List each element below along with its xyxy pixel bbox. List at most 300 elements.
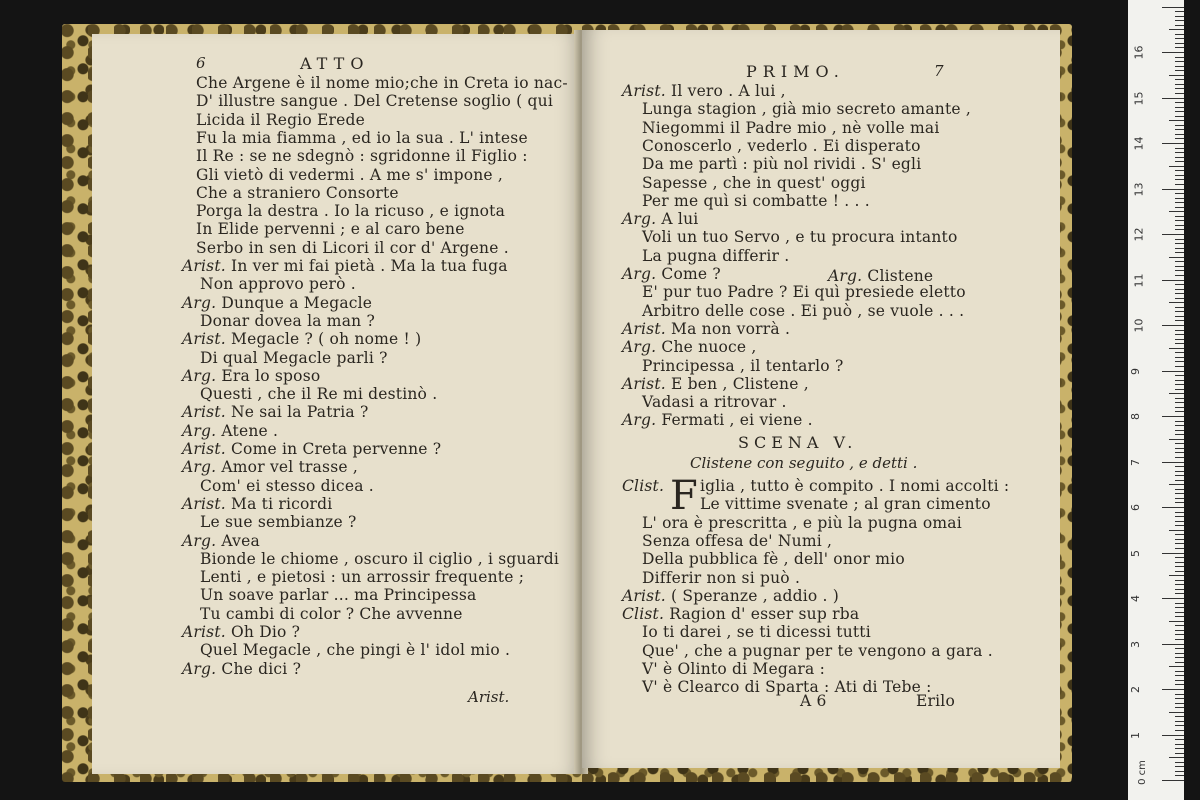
text-line: [182, 623, 300, 641]
catchword-left: Arist.: [468, 688, 510, 706]
ruler-tick: [1175, 480, 1184, 481]
ruler-tick: [1175, 603, 1184, 604]
text-line: [182, 495, 332, 513]
text-line: [196, 184, 399, 202]
speaker-label: Arist.: [182, 623, 231, 641]
text-line: [622, 265, 721, 283]
measurement-ruler: [1128, 0, 1184, 800]
page-number-right: 7: [934, 62, 944, 80]
ruler-tick: [1175, 148, 1184, 149]
ruler-tick: [1175, 516, 1184, 517]
catchword-right: Erilo: [916, 692, 955, 710]
ruler-tick: [1175, 725, 1184, 726]
ruler-tick: [1175, 521, 1184, 522]
ruler-tick: [1175, 61, 1184, 62]
text-line: [182, 532, 260, 550]
ruler-tick: [1175, 525, 1184, 526]
ruler-tick: [1175, 630, 1184, 631]
text-line: [642, 569, 800, 587]
ruler-tick: [1175, 639, 1184, 640]
ruler-tick: [1175, 571, 1184, 572]
ruler-tick: [1175, 225, 1184, 226]
line-text: Come in Creta pervenne ?: [231, 440, 442, 458]
ruler-tick: [1175, 489, 1184, 490]
text-line: [182, 458, 358, 476]
line-text: Sapesse , che in quest' oggi: [642, 173, 866, 192]
ruler-tick: [1175, 593, 1184, 594]
line-text: Senza offesa de' Numi ,: [642, 531, 833, 550]
page-number-left: 6: [196, 54, 206, 72]
ruler-tick: [1175, 339, 1184, 340]
ruler-tick: [1162, 234, 1184, 235]
ruler-tick: [1175, 161, 1184, 162]
text-line: [642, 302, 964, 320]
ruler-tick: [1175, 84, 1184, 85]
line-text: Com' ei stesso dicea .: [200, 476, 374, 495]
line-text: Vadasi a ritrovar .: [642, 393, 787, 412]
ruler-tick: [1175, 380, 1184, 381]
ruler-number: 4: [1129, 595, 1142, 602]
speaker-label: Arist.: [622, 586, 671, 605]
ruler-number: 5: [1129, 549, 1142, 557]
ruler-tick: [1175, 707, 1184, 708]
signature-mark: A 6: [800, 692, 827, 710]
ruler-tick: [1175, 266, 1184, 267]
text-line: [622, 320, 790, 338]
ruler-tick: [1175, 625, 1184, 626]
ruler-tick: [1175, 138, 1184, 139]
ruler-tick: [1175, 270, 1184, 271]
speaker-label: Arist.: [622, 82, 671, 100]
line-text: ( Speranze , addio . ): [671, 586, 840, 605]
line-text: Da me partì : più nol rividi . S' egli: [642, 155, 922, 174]
text-line: [196, 220, 465, 238]
ruler-tick: [1175, 184, 1184, 185]
text-line: [196, 111, 365, 129]
ruler-tick: [1162, 598, 1184, 599]
text-line: [182, 440, 441, 458]
ruler-tick: [1175, 744, 1184, 745]
line-text: Questi , che il Re mi destinò .: [200, 385, 438, 404]
ruler-tick: [1175, 375, 1184, 376]
ruler-tick: [1175, 580, 1184, 581]
ruler-tick: [1169, 120, 1184, 121]
ruler-tick: [1175, 243, 1184, 244]
ruler-tick: [1169, 75, 1184, 76]
ruler-tick: [1175, 220, 1184, 221]
line-text: Che dici ?: [221, 659, 302, 678]
ruler-tick: [1169, 575, 1184, 576]
ruler-tick: [1175, 384, 1184, 385]
ruler-number: 11: [1132, 273, 1146, 287]
ruler-tick: [1175, 471, 1184, 472]
ruler-tick: [1175, 293, 1184, 294]
ruler-tick: [1175, 671, 1184, 672]
ruler-tick: [1175, 207, 1184, 208]
line-text: Ma ti ricordi: [231, 494, 333, 513]
text-line: [200, 275, 356, 293]
ruler-tick: [1175, 402, 1184, 403]
ruler-tick: [1175, 261, 1184, 262]
ruler-tick: [1175, 152, 1184, 153]
ruler-tick: [1169, 211, 1184, 212]
ruler-tick: [1175, 443, 1184, 444]
text-line: [200, 477, 374, 495]
ruler-tick: [1175, 434, 1184, 435]
ruler-tick: [1175, 70, 1184, 71]
text-line: [642, 357, 843, 375]
text-line: iglia , tutto è compito . I nomi accolti :: [700, 477, 1010, 495]
text-line: [200, 568, 524, 586]
text-line: [642, 283, 966, 301]
line-text: Il Re : se ne sdegnò : sgridonne il Figlio :: [196, 147, 528, 166]
ruler-tick: [1162, 735, 1184, 736]
ruler-tick: [1175, 129, 1184, 130]
ruler-tick: [1175, 57, 1184, 58]
line-text: Un soave parlar ... ma Principessa: [200, 586, 477, 605]
ruler-tick: [1175, 411, 1184, 412]
text-line: [182, 257, 508, 275]
ruler-tick: [1175, 38, 1184, 39]
right-page: [582, 30, 1060, 768]
text-line: [642, 228, 957, 246]
text-line: [622, 210, 698, 228]
line-text: Io ti darei , se ti dicessi tutti: [642, 623, 871, 642]
ruler-tick: [1175, 562, 1184, 563]
ruler-tick: [1175, 25, 1184, 26]
drop-cap: F: [670, 473, 698, 519]
ruler-tick: [1175, 430, 1184, 431]
ruler-tick: [1162, 780, 1184, 781]
running-head-left: ATTO: [300, 54, 370, 73]
ruler-tick: [1175, 557, 1184, 558]
text-line: [642, 678, 932, 696]
line-text: V' è Clearco di Sparta : Ati di Tebe :: [642, 678, 932, 697]
line-text: Oh Dio ?: [231, 623, 301, 641]
ruler-tick: [1162, 52, 1184, 53]
ruler-tick: [1175, 239, 1184, 240]
ruler-tick: [1175, 475, 1184, 476]
ruler-tick: [1175, 657, 1184, 658]
ruler-tick: [1175, 229, 1184, 230]
line-text: Ne sai la Patria ?: [231, 403, 369, 422]
line-text: Fu la mia fiamma , ed io la sua . L' intese: [196, 128, 528, 147]
ruler-tick: [1169, 393, 1184, 394]
line-text: Ma non vorrà .: [671, 319, 791, 338]
ruler-tick: [1175, 648, 1184, 649]
speaker-label: Arg.: [182, 421, 222, 440]
line-text: D' illustre sangue . Del Cretense soglio ( qui: [196, 92, 553, 111]
line-text: Clistene: [867, 267, 934, 285]
ruler-number: 6: [1129, 504, 1142, 511]
text-line: [642, 174, 866, 192]
ruler-tick: [1175, 275, 1184, 276]
ruler-tick: [1169, 257, 1184, 258]
ruler-tick: [1175, 170, 1184, 171]
ruler-tick: [1175, 748, 1184, 749]
ruler-tick: [1169, 757, 1184, 758]
text-line: [200, 641, 510, 659]
ruler-tick: [1175, 88, 1184, 89]
ruler-tick: [1175, 352, 1184, 353]
ruler-tick: [1175, 771, 1184, 772]
ruler-tick: [1175, 589, 1184, 590]
ruler-tick: [1162, 98, 1184, 99]
line-text: Come ?: [661, 265, 721, 283]
left-page: [92, 34, 582, 774]
text-line: [642, 623, 871, 641]
ruler-tick: [1169, 484, 1184, 485]
speaker-label: Arg.: [182, 659, 222, 678]
line-text: Lenti , e pietosi : un arrossir frequente ;: [200, 568, 525, 587]
ruler-tick: [1162, 689, 1184, 690]
ruler-tick: [1169, 530, 1184, 531]
ruler-number: 13: [1132, 182, 1146, 196]
line-text: Donar dovea la man ?: [200, 311, 375, 330]
text-line: [642, 137, 921, 155]
ruler-tick: [1175, 493, 1184, 494]
ruler-tick: [1175, 389, 1184, 390]
text-line: [200, 385, 437, 403]
ruler-tick: [1162, 325, 1184, 326]
ruler-tick: [1175, 498, 1184, 499]
line-text: E' pur tuo Padre ? Ei quì presiede eletto: [642, 283, 966, 302]
ruler-tick: [1162, 371, 1184, 372]
line-text: Per me quì si combatte ! . . .: [642, 191, 870, 210]
line-text: Voli un tuo Servo , e tu procura intanto: [642, 228, 958, 247]
ruler-tick: [1175, 66, 1184, 67]
speaker-label: Arg.: [182, 366, 222, 385]
ruler-tick: [1175, 566, 1184, 567]
ruler-tick: [1175, 316, 1184, 317]
line-text: Differir non si può .: [642, 568, 801, 587]
ruler-tick: [1175, 753, 1184, 754]
speaker-label: Arg.: [622, 338, 662, 357]
ruler-number: 14: [1132, 136, 1146, 151]
inline-reply: [828, 267, 933, 285]
ruler-tick: [1175, 334, 1184, 335]
ruler-tick: [1175, 766, 1184, 767]
ruler-number: 7: [1129, 458, 1142, 466]
ruler-tick: [1162, 416, 1184, 417]
ruler-tick: [1175, 111, 1184, 112]
text-line: [196, 147, 528, 165]
speaker-label: Arist.: [182, 257, 231, 275]
ruler-tick: [1175, 534, 1184, 535]
line-text: Avea: [221, 531, 260, 550]
ruler-tick: [1175, 93, 1184, 94]
ruler-tick: [1175, 79, 1184, 80]
ruler-tick: [1175, 584, 1184, 585]
text-line: [622, 587, 839, 605]
ruler-tick: [1175, 175, 1184, 176]
ruler-tick: [1162, 553, 1184, 554]
line-text: L' ora è prescritta , e più la pugna omai: [642, 513, 962, 532]
text-line: [622, 477, 664, 495]
ruler-number: 12: [1132, 227, 1146, 242]
ruler-tick: [1175, 34, 1184, 35]
ruler-tick: [1175, 612, 1184, 613]
line-text: Di qual Megacle parli ?: [200, 348, 388, 367]
text-line: [196, 74, 568, 92]
speaker-label: Arg.: [182, 531, 222, 550]
ruler-tick: [1169, 166, 1184, 167]
ruler-tick: [1175, 512, 1184, 513]
speaker-label: Arist.: [182, 403, 231, 422]
line-text: Della pubblica fè , dell' onor mio: [642, 550, 905, 569]
ruler-tick: [1175, 20, 1184, 21]
text-line: [642, 119, 940, 137]
line-text: Che a straniero Consorte: [196, 183, 399, 202]
ruler-number: 2: [1129, 686, 1142, 693]
line-text: Gli vietò di vedermi . A me s' impone ,: [196, 165, 504, 184]
line-text: Tu cambi di color ? Che avvenne: [200, 604, 463, 623]
text-line: [622, 411, 813, 429]
text-line: [200, 312, 375, 330]
line-text: Fermati , ei viene .: [661, 411, 813, 430]
speaker-label: Arg.: [828, 267, 863, 285]
ruler-tick: [1175, 107, 1184, 108]
text-line: [182, 330, 421, 348]
line-text: Porga la destra . Io la ricuso , e ignota: [196, 202, 506, 221]
ruler-tick: [1175, 653, 1184, 654]
ruler-tick: [1169, 666, 1184, 667]
text-line: [200, 550, 559, 568]
line-text: Non approvo però .: [200, 275, 356, 294]
ruler-tick: [1175, 616, 1184, 617]
text-line: [642, 247, 789, 265]
ruler-tick: [1169, 302, 1184, 303]
line-text: La pugna differir .: [642, 246, 790, 265]
ruler-tick: [1175, 320, 1184, 321]
speaker-label: Arg.: [182, 458, 222, 477]
line-text: Lunga stagion , già mio secreto amante ,: [642, 100, 972, 119]
line-text: Quel Megacle , che pingi è l' idol mio .: [200, 641, 511, 660]
ruler-tick: [1175, 421, 1184, 422]
ruler-tick: [1175, 193, 1184, 194]
line-text: Atene .: [221, 421, 279, 440]
ruler-tick: [1175, 298, 1184, 299]
ruler-tick: [1175, 675, 1184, 676]
ruler-tick: [1175, 694, 1184, 695]
line-text: A lui: [661, 210, 699, 229]
ruler-tick: [1175, 307, 1184, 308]
ruler-tick: [1169, 348, 1184, 349]
text-line: [182, 294, 372, 312]
ruler-tick: [1162, 507, 1184, 508]
ruler-tick: [1175, 16, 1184, 17]
ruler-tick: [1175, 43, 1184, 44]
text-line: [196, 129, 528, 147]
line-text: Che Argene è il nome mio;che in Creta io nac-: [196, 74, 568, 92]
ruler-tick: [1175, 607, 1184, 608]
ruler-tick: [1175, 716, 1184, 717]
ruler-tick: [1175, 216, 1184, 217]
ruler-tick: [1175, 680, 1184, 681]
text-line: [182, 367, 320, 385]
line-text: Serbo in sen di Licori il cor d' Argene .: [196, 238, 509, 257]
text-line: [200, 605, 463, 623]
ruler-tick: [1175, 330, 1184, 331]
text-line: Le vittime svenate ; al gran cimento: [700, 495, 991, 514]
ruler-tick: [1175, 202, 1184, 203]
ruler-number: 10: [1132, 318, 1146, 333]
line-text: In Elide pervenni ; e al caro bene: [196, 220, 465, 239]
ruler-tick: [1175, 762, 1184, 763]
ruler-unit-label: 0 cm: [1136, 760, 1148, 785]
running-head-right: PRIMO.: [746, 62, 845, 81]
ruler-tick: [1162, 280, 1184, 281]
ruler-tick: [1175, 703, 1184, 704]
text-line: [642, 514, 962, 532]
ruler-tick: [1175, 116, 1184, 117]
speaker-label: Arist.: [182, 494, 231, 513]
text-line: [182, 422, 278, 440]
ruler-number: 16: [1132, 45, 1146, 60]
ruler-tick: [1169, 439, 1184, 440]
ruler-tick: [1175, 157, 1184, 158]
ruler-tick: [1175, 539, 1184, 540]
line-text: Que' , che a pugnar per te vengono a gara .: [642, 641, 993, 660]
line-text: Principessa , il tentarlo ?: [642, 356, 844, 375]
text-line: [622, 605, 859, 623]
speaker-label: Arist.: [182, 330, 231, 349]
ruler-tick: [1175, 543, 1184, 544]
ruler-tick: [1169, 29, 1184, 30]
ruler-tick: [1162, 644, 1184, 645]
text-line: [200, 349, 388, 367]
line-text: Megacle ? ( oh nome ! ): [231, 330, 422, 349]
ruler-tick: [1162, 189, 1184, 190]
text-line: [642, 155, 921, 173]
ruler-tick: [1175, 466, 1184, 467]
ruler-tick: [1175, 425, 1184, 426]
text-line: [200, 586, 477, 604]
ruler-tick: [1175, 311, 1184, 312]
line-text: Le sue sembianze ?: [200, 513, 357, 532]
ruler-tick: [1175, 684, 1184, 685]
ruler-tick: [1175, 730, 1184, 731]
text-line: [196, 166, 503, 184]
ruler-tick: [1175, 125, 1184, 126]
ruler-tick: [1175, 739, 1184, 740]
stage-direction: Clistene con seguito , e detti .: [690, 454, 918, 472]
line-text: Niegommi il Padre mio , nè volle mai: [642, 118, 940, 137]
ruler-tick: [1175, 366, 1184, 367]
line-text: Ragion d' esser sup rba: [669, 605, 860, 624]
ruler-tick: [1175, 448, 1184, 449]
text-line: [622, 338, 757, 356]
line-text: E ben , Clistene ,: [671, 374, 809, 393]
ruler-tick: [1175, 198, 1184, 199]
ruler-tick: [1175, 548, 1184, 549]
text-line: [196, 202, 505, 220]
ruler-tick: [1175, 11, 1184, 12]
speaker-label: Arist.: [182, 440, 231, 458]
ruler-tick: [1175, 502, 1184, 503]
speaker-label: Arg.: [622, 411, 662, 430]
text-line: [642, 192, 870, 210]
ruler-tick: [1175, 47, 1184, 48]
ruler-tick: [1162, 462, 1184, 463]
ruler-tick: [1175, 662, 1184, 663]
text-line: [196, 92, 553, 110]
speaker-label: Arist.: [622, 319, 671, 338]
ruler-tick: [1175, 248, 1184, 249]
scene-heading: SCENA V.: [738, 433, 858, 452]
text-line: [200, 513, 357, 531]
line-text: Che nuoce ,: [661, 338, 757, 357]
